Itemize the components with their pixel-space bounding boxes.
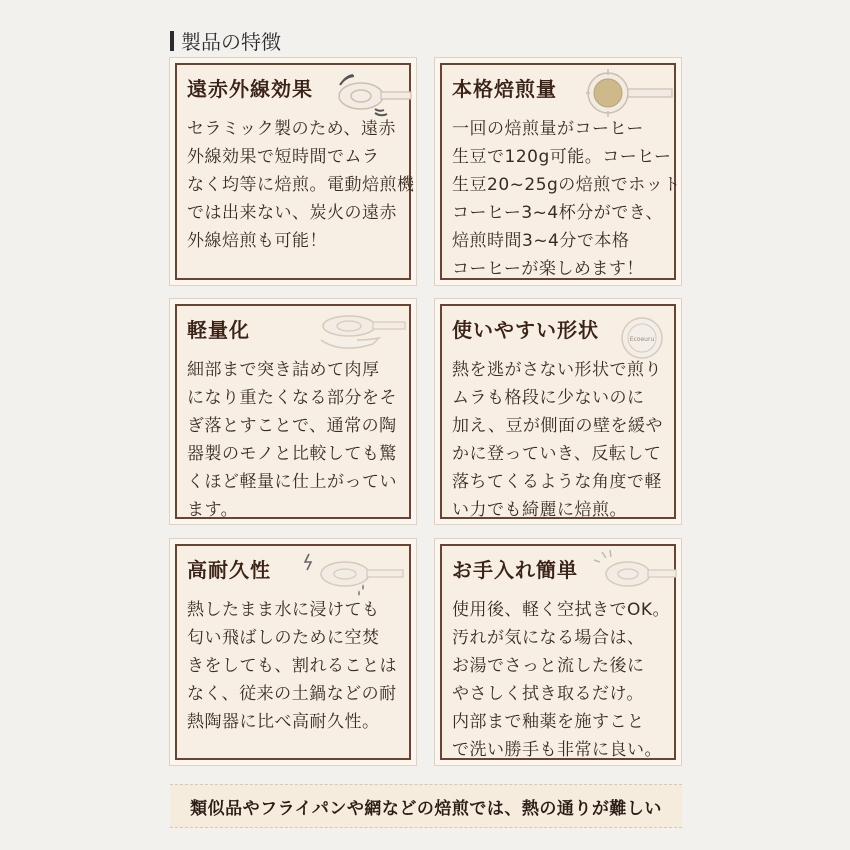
feature-line: 落ちてくるような角度で軽 xyxy=(452,472,662,492)
feature-line: い力でも綺麗に焙煎。 xyxy=(452,500,627,520)
roaster-top-view-icon xyxy=(618,314,666,362)
feature-line: ぎ落とすことで、通常の陶 xyxy=(187,416,397,436)
feature-line: やさしく拭き取るだけ。 xyxy=(452,684,644,704)
feature-line: 熱したまま水に浸けても xyxy=(187,600,380,620)
feature-card-easy-shape xyxy=(434,298,682,525)
feature-card-roast-capacity xyxy=(434,57,682,286)
feature-line: なく均等に焙煎。電動焙煎機 xyxy=(187,175,415,195)
feature-card-frame xyxy=(440,63,681,280)
feature-card-frame xyxy=(440,304,676,519)
feature-card-lightweight xyxy=(169,298,417,525)
feature-line: セラミック製のため、遠赤 xyxy=(187,119,396,139)
feature-description xyxy=(452,115,681,283)
bottom-banner: 類似品やフライパンや網などの焙煎では、熱の通りが難しい xyxy=(170,784,682,828)
feature-line: くほど軽量に仕上がってい xyxy=(187,472,397,492)
feature-line: では出来ない、炭火の遠赤 xyxy=(187,203,397,223)
feature-line: 焙煎時間3~4分で本格 xyxy=(452,231,630,251)
feature-line: コーヒーが楽しめます！ xyxy=(452,259,644,279)
feature-card-durability xyxy=(169,538,417,766)
feature-line: になり重たくなる部分をそ xyxy=(187,388,397,408)
feature-line: 細部まで突き詰めて肉厚 xyxy=(187,360,380,380)
feature-line: 器製のモノと比較しても驚 xyxy=(187,444,397,464)
feature-line: 生豆20~25gの焙煎でホット xyxy=(452,175,681,195)
roaster-hand-icon xyxy=(311,310,411,356)
roaster-beans-icon xyxy=(582,69,678,117)
feature-card-far-infrared xyxy=(169,57,417,286)
feature-line: 使用後、軽く空拭きでOK。 xyxy=(452,600,671,620)
feature-line: 外線効果で短時間でムラ xyxy=(187,147,380,167)
feature-line: ます。 xyxy=(187,500,239,520)
feature-line: 一回の焙煎量がコーヒー xyxy=(452,119,644,139)
feature-description xyxy=(452,356,664,524)
feature-card-frame xyxy=(175,63,415,280)
roaster-logo-text: Ecoeuru xyxy=(629,336,655,343)
feature-card-frame xyxy=(440,544,676,760)
feature-description xyxy=(187,115,415,255)
feature-line: 熱陶器に比べ高耐久性。 xyxy=(187,712,380,732)
feature-line: 外線焙煎も可能！ xyxy=(187,231,327,251)
feature-description xyxy=(187,596,399,736)
feature-line: お湯でさっと流した後に xyxy=(452,656,645,676)
feature-line: 匂い飛ばしのために空焚 xyxy=(187,628,380,648)
feature-line: 生豆で120g可能。コーヒー xyxy=(452,147,672,167)
feature-card-frame xyxy=(175,304,411,519)
feature-line: 汚れが気になる場合は、 xyxy=(452,628,645,648)
feature-line: 加え、豆が側面の壁を緩や xyxy=(452,416,664,436)
feature-line: で洗い勝手も非常に良い。 xyxy=(452,740,662,760)
feature-card-frame xyxy=(175,544,411,760)
section-heading xyxy=(170,26,281,55)
feature-title: お手入れ簡単 xyxy=(452,558,578,582)
roaster-clean-icon xyxy=(590,548,680,598)
feature-title: 使いやすい形状 xyxy=(452,318,599,342)
feature-line: 熱を逃がさない形状で煎り xyxy=(452,360,662,380)
feature-line: なく、従来の土鍋などの耐 xyxy=(187,684,397,704)
feature-description xyxy=(187,356,399,524)
roaster-radiant-icon xyxy=(329,71,415,117)
feature-description xyxy=(452,596,671,764)
feature-line: コーヒー3~4杯分ができ、 xyxy=(452,203,664,223)
feature-title: 遠赤外線効果 xyxy=(187,77,313,101)
heading-bar xyxy=(170,31,174,51)
roaster-water-icon xyxy=(295,550,411,598)
feature-line: 内部まで釉薬を施すこと xyxy=(452,712,645,732)
feature-title: 高耐久性 xyxy=(187,558,271,582)
page-title: 製品の特徴 xyxy=(181,30,281,54)
feature-card-easy-care xyxy=(434,538,682,766)
feature-title: 本格焙煎量 xyxy=(452,77,557,101)
feature-title: 軽量化 xyxy=(187,318,250,342)
feature-line: ムラも格段に少ないのに xyxy=(452,388,645,408)
feature-line: きをしても、割れることは xyxy=(187,656,397,676)
feature-line: かに登っていき、反転して xyxy=(452,444,662,464)
